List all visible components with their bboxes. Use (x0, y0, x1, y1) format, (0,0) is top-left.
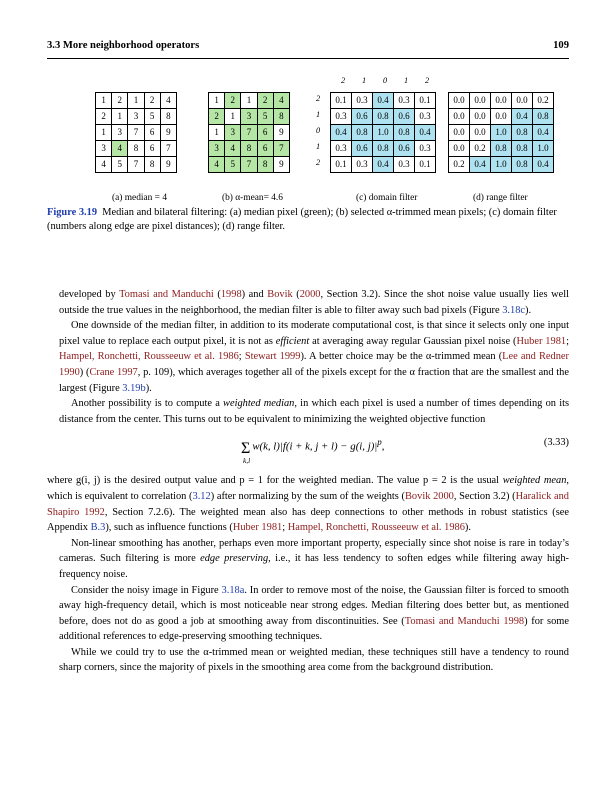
grid-cell: 0.1 (331, 157, 352, 173)
distance-label: 1 (316, 142, 321, 151)
page-number: 109 (553, 40, 569, 51)
grid-cell: 0.1 (331, 93, 352, 109)
paragraph (59, 583, 569, 645)
selected-cell: 8 (257, 157, 273, 173)
grid-cell-highlight: 0.4 (373, 157, 394, 173)
grid-cell: 2 (144, 93, 160, 109)
paragraph (59, 645, 569, 676)
grid-cell-highlight: 0.8 (352, 125, 373, 141)
text-run: ) and (241, 289, 268, 300)
text-run: ). (525, 304, 532, 316)
grid-cell: 1 (96, 93, 112, 109)
grid-cell: 0.1 (415, 157, 436, 173)
figure-reference-link[interactable]: 3.18c (502, 304, 526, 316)
text-run: ). (145, 382, 152, 394)
trimmed-mean-grid (208, 92, 290, 173)
grid-cell-highlight: 1.0 (491, 125, 512, 141)
grid-cell: 3 (112, 125, 128, 141)
median-pixel-cell: 4 (112, 141, 128, 157)
selected-cell: 4 (209, 157, 225, 173)
grid-cell-highlight: 0.8 (512, 125, 533, 141)
grid-cell: 0.3 (352, 93, 373, 109)
grid-cell: 2 (96, 109, 112, 125)
citation-link[interactable]: 2000 (299, 289, 321, 300)
citation-link[interactable]: Bovik 2000 (405, 490, 454, 502)
body-text (47, 287, 570, 676)
grid-cell: 0.0 (470, 125, 491, 141)
grid-cell: 9 (273, 125, 289, 141)
emphasis: weighted mean (502, 475, 567, 487)
grid-cell-highlight: 0.8 (373, 109, 394, 125)
grid-cell: 1 (225, 109, 241, 125)
citation-link[interactable]: Haralick and Shapiro 1992 (47, 490, 570, 518)
selected-cell: 2 (225, 93, 241, 109)
grid-cell-highlight: 0.8 (512, 141, 533, 157)
text-run: While we could try to use the α-trimmed mean or weighted median, these techniques still have a tendency to round sharp corners, since the majority of pixels in the smoothing area come from the background distribution. (59, 646, 569, 674)
selected-cell: 4 (273, 93, 289, 109)
grid-cell: 0.2 (449, 157, 470, 173)
grid-cell: 3 (96, 141, 112, 157)
grid-cell: 1 (112, 109, 128, 125)
text-run: . In order to remove most of the noise, the Gaussian filter is forced to smooth away high-frequency detail, which is most noticeable near strong edges. Median filtering does better but, as mentioned before, does not do as good a job at smoothing away from discontinuities. See ( (59, 584, 569, 627)
selected-cell: 6 (257, 141, 273, 157)
grid-cell-highlight: 1.0 (533, 141, 554, 157)
grid-cell: 4 (96, 157, 112, 173)
figure-reference-link[interactable]: 3.18a (221, 584, 245, 596)
subfigure-label-a: (a) median = 4 (112, 193, 168, 203)
text-run: Consider the noisy image in Figure (71, 584, 222, 596)
median-grid (95, 92, 177, 173)
text-run: , i.e., it has less tendency to soften edges while filtering away high-frequency noise. (59, 553, 569, 580)
grid-cell: 8 (144, 157, 160, 173)
selected-cell: 3 (209, 141, 225, 157)
grid-cell: 0.2 (533, 93, 554, 109)
grid-cell: 4 (160, 93, 176, 109)
header-rule (47, 58, 569, 59)
grid-cell: 5 (112, 157, 128, 173)
selected-cell: 8 (241, 141, 257, 157)
grid-cell-highlight: 1.0 (491, 157, 512, 173)
citation-link[interactable]: Bovik (267, 289, 293, 300)
selected-cell: 2 (257, 93, 273, 109)
figure-3-19 (0, 74, 614, 203)
subfigure-label-d: (d) range filter (473, 193, 528, 203)
citation-link[interactable]: Huber 1981 (232, 522, 283, 534)
text-run: ; (282, 522, 288, 534)
grid-cell: 0.0 (449, 93, 470, 109)
grid-cell: 1 (209, 125, 225, 141)
text-run: ( (213, 289, 221, 300)
citation-link[interactable]: Lee and Redner 1990 (59, 351, 569, 378)
grid-cell: 8 (160, 109, 176, 125)
selected-cell: 5 (225, 157, 241, 173)
subfigure-label-c: (c) domain filter (356, 193, 418, 203)
grid-cell-highlight: 0.4 (415, 125, 436, 141)
grid-cell-highlight: 0.4 (373, 93, 394, 109)
text-run: ) after normalizing by the sum of the weights ( (210, 490, 405, 502)
equation-tail: , (381, 440, 385, 453)
text-run: , p. 109), which averages together all of the pixels except for the α fraction that are the smallest and the largest (Figure (59, 366, 569, 394)
grid-cell-highlight: 0.8 (373, 141, 394, 157)
grid-cell: 1 (241, 93, 257, 109)
text-run: , Section 3.2) ( (453, 490, 516, 502)
grid-cell: 9 (160, 157, 176, 173)
selected-cell: 8 (273, 109, 289, 125)
emphasis: edge preserving (200, 553, 269, 565)
figure-caption (47, 206, 569, 234)
paragraph (47, 473, 569, 535)
citation-link[interactable]: Stewart 1999 (244, 351, 301, 363)
grid-cell-highlight: 1.0 (373, 125, 394, 141)
grid-cell-highlight: 0.4 (470, 157, 491, 173)
grid-cell-highlight: 0.8 (512, 157, 533, 173)
grid-cell-highlight: 0.6 (394, 109, 415, 125)
grid-cell: 0.3 (352, 157, 373, 173)
grid-cell: 0.3 (415, 141, 436, 157)
grid-cell: 0.0 (491, 93, 512, 109)
text-run: ), such as influence functions ( (105, 522, 233, 534)
grid-cell: 0.3 (394, 93, 415, 109)
distance-label: 2 (425, 76, 430, 85)
grid-cell-highlight: 0.6 (352, 141, 373, 157)
equation-reference-link[interactable]: 3.12 (192, 490, 211, 502)
selected-cell: 5 (257, 109, 273, 125)
text-run: where g(i, j) is the desired output value and p = 1 for the weighted median. The value p = 2 is the usual (47, 475, 503, 487)
paragraph (59, 287, 569, 318)
grid-cell-highlight: 0.6 (352, 109, 373, 125)
selected-cell: 3 (225, 125, 241, 141)
grid-cell-highlight: 0.8 (533, 109, 554, 125)
citation-link[interactable]: Huber 1981 (516, 335, 567, 347)
grid-cell: 1 (209, 93, 225, 109)
citation-link[interactable]: Tomasi and Manduchi (119, 289, 214, 300)
running-header (47, 40, 569, 51)
grid-cell: 8 (128, 141, 144, 157)
grid-cell: 7 (128, 157, 144, 173)
grid-cell-highlight: 0.8 (491, 141, 512, 157)
equation-body: w(k, l)|f(i + k, j + l) − g(i, j)| (252, 440, 378, 453)
grid-cell-highlight: 0.4 (331, 125, 352, 141)
text-run: ; (238, 351, 245, 363)
grid-cell: 6 (144, 125, 160, 141)
citation-link[interactable]: 1998 (220, 289, 242, 300)
domain-filter-grid (330, 92, 436, 173)
equation-expression (241, 435, 385, 466)
paragraph (59, 396, 569, 427)
grid-cell: 0.0 (470, 109, 491, 125)
text-run: , Section 7.2.6). The weighted mean also has deep connections to other methods in robust statistics (see Appendix (47, 506, 569, 534)
text-run: , Section 3.2). Since the shot noise value usually lies well outside the true values in the neighborhood, the median filter is able to filter away such bad pixels (Figure (59, 289, 569, 316)
distance-label: 1 (316, 110, 321, 119)
text-run: Another possibility is to compute a (71, 398, 224, 410)
grid-cell: 0.0 (449, 109, 470, 125)
selected-cell: 7 (241, 125, 257, 141)
distance-label: 2 (341, 76, 346, 85)
grid-cell: 1 (128, 93, 144, 109)
text-run: ) ( (79, 366, 90, 378)
selected-cell: 6 (257, 125, 273, 141)
grid-cell: 7 (160, 141, 176, 157)
distance-label: 1 (404, 76, 409, 85)
distance-label: 2 (316, 158, 321, 167)
grid-cell: 0.1 (415, 93, 436, 109)
text-run: at averaging away regular Gaussian pixel noise ( (309, 335, 517, 347)
grid-cell-highlight: 0.4 (512, 109, 533, 125)
grid-cell: 3 (128, 109, 144, 125)
paragraph (59, 536, 569, 583)
text-run: ; (566, 335, 569, 347)
equation-3-33 (59, 435, 569, 466)
grid-cell: 9 (273, 157, 289, 173)
grid-cell: 0.0 (491, 109, 512, 125)
grid-cell: 5 (144, 109, 160, 125)
text-run: One downside of the median filter, in addition to its moderate computational cost, is that since it selects only one input pixel value to replace each output pixel, it is not as (59, 320, 569, 347)
citation-link[interactable]: Tomasi and Manduchi 1998 (404, 615, 525, 627)
figure-number: Figure 3.19 (47, 207, 98, 218)
caption-text: Median and bilateral filtering: (a) median pixel (green); (b) selected α-trimmed mean pixels; (c) domain filter (numbers along edge are pixel distances); (d) range filter. (47, 207, 557, 233)
appendix-reference-link[interactable]: B.3 (90, 522, 106, 534)
grid-cell: 0.3 (331, 109, 352, 125)
figure-reference-link[interactable]: 3.19b (122, 382, 146, 394)
distance-label: 2 (316, 94, 321, 103)
grid-cell: 9 (160, 125, 176, 141)
grid-cell: 0.3 (394, 157, 415, 173)
paragraph (59, 318, 569, 396)
selected-cell: 2 (209, 109, 225, 125)
equation-power: p (377, 437, 382, 448)
grid-cell-highlight: 0.8 (394, 125, 415, 141)
grid-cell: 7 (128, 125, 144, 141)
sum-symbol: Σ (241, 439, 251, 457)
section-title: 3.3 More neighborhood operators (47, 40, 200, 51)
grid-cell: 0.3 (331, 141, 352, 157)
grid-cell-highlight: 0.4 (533, 125, 554, 141)
text-run: ). (464, 522, 471, 534)
text-run: ( (292, 289, 300, 300)
text-run: , in which each pixel is used a number of times depending on its distance from the center. This turns out to be equivalent to minimizing the weighted objective function (59, 398, 570, 425)
grid-cell: 0.0 (512, 93, 533, 109)
range-filter-grid (448, 92, 554, 173)
text-run: developed by (59, 289, 120, 300)
distance-label: 0 (383, 76, 388, 85)
selected-cell: 7 (241, 157, 257, 173)
distance-label: 0 (316, 126, 321, 135)
grid-cell: 6 (144, 141, 160, 157)
grid-cell: 0.2 (470, 141, 491, 157)
citation-link[interactable]: Hampel, Ronchetti, Rousseeuw et al. 1986 (287, 522, 465, 534)
selected-cell: 7 (273, 141, 289, 157)
grid-cell-highlight: 0.4 (533, 157, 554, 173)
subfigure-label-b: (b) α-mean= 4.6 (222, 193, 283, 203)
grid-cell: 1 (96, 125, 112, 141)
text-run: ). A better choice may be the α-trimmed mean ( (300, 351, 503, 363)
selected-cell: 4 (225, 141, 241, 157)
grid-cell-highlight: 0.6 (394, 141, 415, 157)
grid-cell: 2 (112, 93, 128, 109)
citation-link[interactable]: Hampel, Ronchetti, Rousseeuw et al. 1986 (59, 351, 239, 363)
sum-subscript: k,l (243, 456, 251, 466)
grid-cell: 0.0 (470, 93, 491, 109)
equation-number: (3.33) (543, 437, 569, 449)
grid-cell: 0.0 (449, 141, 470, 157)
emphasis: efficient (275, 335, 310, 347)
text-run: Non-linear smoothing has another, perhaps even more important property, especially since shot noise is rare in today’s cameras. Such filtering is more (59, 537, 569, 565)
citation-link[interactable]: Crane 1997 (89, 366, 138, 378)
grid-cell: 0.0 (449, 125, 470, 141)
emphasis: weighted median (223, 398, 295, 410)
distance-label: 1 (362, 76, 367, 85)
selected-cell: 3 (241, 109, 257, 125)
text-run: , which is equivalent to correlation ( (47, 475, 569, 502)
grid-cell: 0.3 (415, 109, 436, 125)
text-run: ) for some additional references to edge-preserving smoothing techniques. (59, 615, 569, 643)
